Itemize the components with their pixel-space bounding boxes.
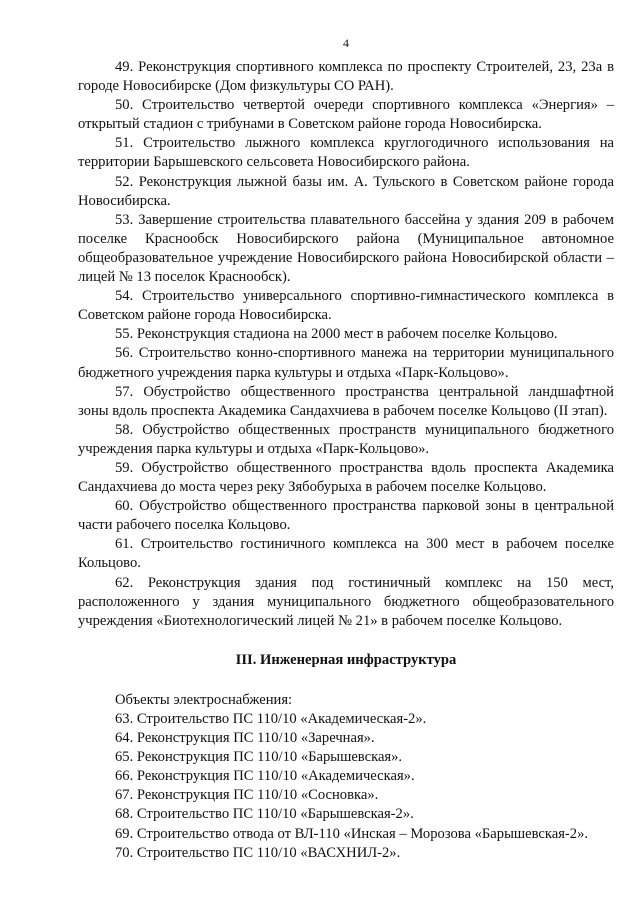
list-item: 54. Строительство универсального спортивно-гимнастического комплекса в Советском районе города Новосибирска. xyxy=(78,288,614,324)
list-item: 53. Завершение строительства плавательного бассейна у здания 209 в рабочем поселке Краснообск Новосибирского района (Муниципальное автономное общеобразовательное учреждение Новосибирского района Новосибирской области – лицей № 13 поселок Краснообск). xyxy=(78,211,614,286)
list-item: 70. Строительство ПС 110/10 «ВАСХНИЛ-2». xyxy=(115,844,401,861)
list-item: 64. Реконструкция ПС 110/10 «Заречная». xyxy=(115,730,375,747)
list-item: 60. Обустройство общественного пространства парковой зоны в центральной части рабочего поселка Кольцово. xyxy=(78,498,614,534)
list-item: 68. Строительство ПС 110/10 «Барышевская-2». xyxy=(115,806,414,823)
list-item: 63. Строительство ПС 110/10 «Академическая-2». xyxy=(115,711,427,727)
list-item: 61. Строительство гостиничного комплекса на 300 мест в рабочем поселке Кольцово. xyxy=(78,536,614,572)
list-item: 56. Строительство конно-спортивного манежа на территории муниципального бюджетного учреждения парка культуры и отдыха «Парк-Кольцово». xyxy=(78,345,614,381)
list-item: 59. Обустройство общественного пространства вдоль проспекта Академика Сандахчиева до моста через реку Зябобурыха в рабочем поселке Кольцово. xyxy=(78,459,614,496)
list-item: 49. Реконструкция спортивного комплекса по проспекту Строителей, 23, 23а в городе Новосибирске (Дом физкультуры СО РАН). xyxy=(78,59,614,95)
page-number: 4 xyxy=(343,36,349,50)
list-item: 69. Строительство отвода от ВЛ-110 «Инская – Морозова «Барышевская-2». xyxy=(115,825,589,842)
list-item: 57. Обустройство общественного пространства центральной ландшафтной зоны вдоль проспекта Академика Сандахчиева в рабочем поселке Кольцово (II этап). xyxy=(78,383,614,419)
list-item: 58. Обустройство общественных пространств муниципального бюджетного учреждения парка культуры и отдыха «Парк-Кольцово». xyxy=(78,421,614,457)
section-heading: III. Инженерная инфраструктура xyxy=(235,651,457,668)
list-item: 51. Строительство лыжного комплекса круглогодичного использования на территории Барышевского сельсовета Новосибирского района. xyxy=(78,135,614,171)
list-item: 67. Реконструкция ПС 110/10 «Сосновка». xyxy=(115,787,379,804)
list-item: 65. Реконструкция ПС 110/10 «Барышевская». xyxy=(115,749,403,766)
list-item: 50. Строительство четвертой очереди спортивного комплекса «Энергия» – открытый стадион с трибунами в Советском районе города Новосибирска. xyxy=(78,97,614,133)
list-item: 66. Реконструкция ПС 110/10 «Академическая». xyxy=(115,768,415,785)
subsection-label: Объекты электроснабжения: xyxy=(115,691,293,708)
list-item: 62. Реконструкция здания под гостиничный комплекс на 150 мест, расположенного у здания муниципального бюджетного общеобразовательного учреждения «Биотехнологический лицей № 21» в рабочем поселке Кольцово. xyxy=(78,574,614,629)
list-item: 55. Реконструкция стадиона на 2000 мест в рабочем поселке Кольцово. xyxy=(115,326,558,343)
list-item: 52. Реконструкция лыжной базы им. А. Тульского в Советском районе города Новосибирска. xyxy=(78,173,614,209)
